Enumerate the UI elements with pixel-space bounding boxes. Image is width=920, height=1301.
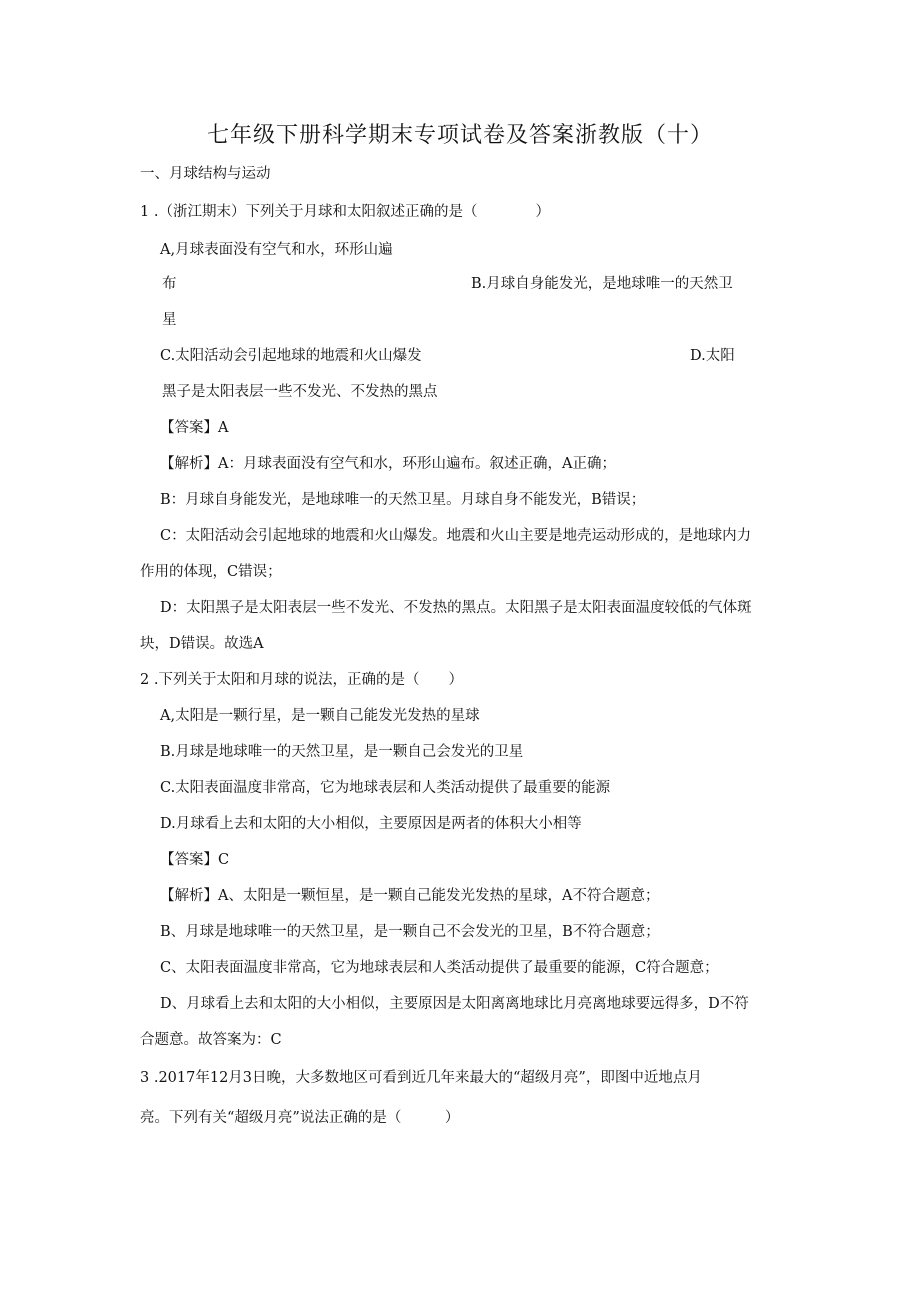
question-1-option-a-cont: 布 [162, 276, 177, 292]
question-2-option-c: C.太阳表面温度非常高，它为地球表层和人类活动提供了最重要的能源 [160, 780, 611, 796]
question-2-analysis: C、太阳表面温度非常高，它为地球表层和人类活动提供了最重要的能源，C符合题意； [160, 960, 719, 976]
question-1-analysis: 块，D错误。故选A [140, 636, 264, 652]
question-3-stem-cont: 亮。下列有关“超级月亮”说法正确的是（ ） [140, 1110, 460, 1126]
question-2-answer: 【答案】C [160, 852, 230, 868]
question-2-analysis: D、月球看上去和太阳的大小相似，主要原因是太阳离离地球比月亮离地球要远得多，D不符 [160, 996, 749, 1012]
question-1-answer: 【答案】A [160, 420, 229, 436]
question-1-option-d-cont: 黑子是太阳表层一些不发光、不发热的黑点 [162, 384, 438, 400]
question-1-analysis: D：太阳黑子是太阳表层一些不发光、不发热的黑点。太阳黑子是太阳表面温度较低的气体斑 [160, 600, 752, 616]
question-2-option-a: A,太阳是一颗行星，是一颗自己能发光发热的星球 [160, 708, 480, 724]
question-1-option-a: A,月球表面没有空气和水，环形山遍 [160, 242, 393, 258]
question-1-option-d: D.太阳 [690, 348, 735, 364]
question-2-analysis: 【解析】A、太阳是一颗恒星，是一颗自己能发光发热的星球，A不符合题意； [160, 888, 660, 904]
question-2-option-d: D.月球看上去和太阳的大小相似，主要原因是两者的体积大小相等 [160, 816, 582, 832]
page-title: 七年级下册科学期末专项试卷及答案浙教版（十） [206, 123, 713, 148]
question-1-analysis: 作用的体现，C错误； [140, 564, 282, 580]
question-1-option-b: B.月球自身能发光，是地球唯一的天然卫 [471, 276, 733, 292]
question-2-option-b: B.月球是地球唯一的天然卫星，是一颗自己会发光的卫星 [160, 744, 524, 760]
question-2-analysis: B、月球是地球唯一的天然卫星，是一颗自己不会发光的卫星，B不符合题意； [160, 924, 660, 940]
question-1-analysis: 【解析】A：月球表面没有空气和水，环形山遍布。叙述正确，A正确； [160, 456, 616, 472]
question-1-stem: 1 .（浙江期末）下列关于月球和太阳叙述正确的是（ ） [140, 204, 550, 220]
question-1-analysis: C：太阳活动会引起地球的地震和火山爆发。地震和火山主要是地壳运动形成的，是地球内力 [160, 528, 752, 544]
section-heading: 一、月球结构与运动 [140, 166, 271, 182]
question-2-stem: 2 .下列关于太阳和月球的说法，正确的是（ ） [140, 672, 463, 688]
question-1-option-c: C.太阳活动会引起地球的地震和火山爆发 [160, 348, 422, 364]
question-2-analysis: 合题意。故答案为：C [140, 1032, 282, 1048]
question-1-analysis: B：月球自身能发光，是地球唯一的天然卫星。月球自身不能发光，B错误； [160, 492, 646, 508]
question-1-option-b-cont: 星 [162, 312, 177, 328]
question-3-stem: 3 .2017年12月3日晚，大多数地区可看到近几年来最大的“超级月亮”，即图中近地点月 [140, 1070, 702, 1086]
